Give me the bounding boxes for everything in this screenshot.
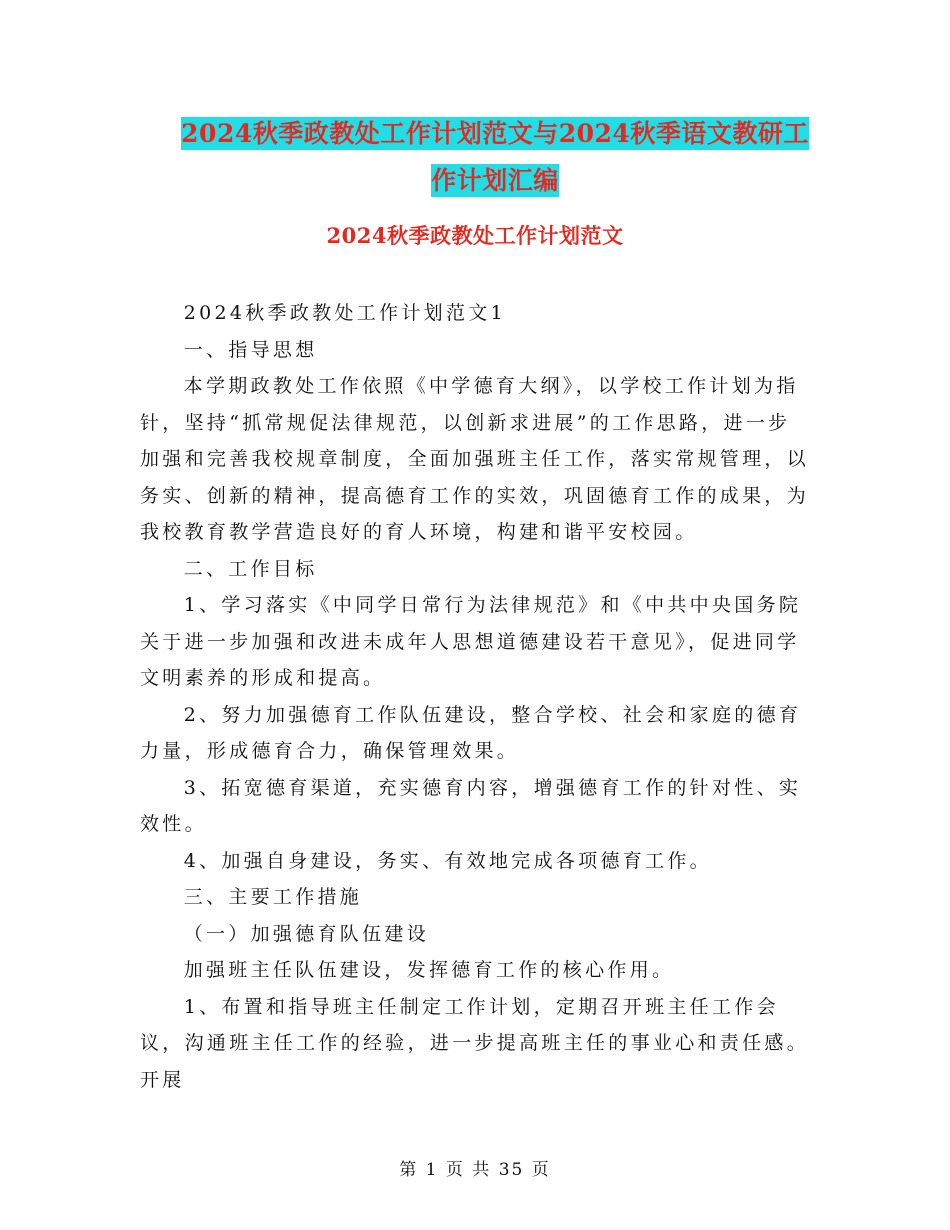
- paragraph: 2024秋季政教处工作计划范文1: [183, 302, 506, 324]
- paragraph: 一、指导思想: [183, 338, 318, 361]
- paragraph: 加强班主任队伍建设，发挥德育工作的核心作用。: [183, 959, 675, 981]
- paragraph: 二、工作目标: [183, 557, 318, 580]
- paragraph: 三、主要工作措施: [183, 886, 363, 908]
- document-title-line1: 2024秋季政教处工作计划范文与2024秋季语文教研工: [181, 119, 809, 148]
- paragraph: 2、努力加强德育工作队伍建设，整合学校、社会和家庭的德育力量，形成德育合力，确保管理效果。: [140, 703, 802, 762]
- document-body: [140, 295, 810, 1098]
- page-footer: 第 1 页 共 35 页: [399, 1160, 551, 1180]
- document-title: [150, 110, 840, 204]
- paragraph: 4、加强自身建设，务实、有效地完成各项德育工作。: [183, 849, 712, 872]
- section-title: 2024秋季政教处工作计划范文: [326, 223, 624, 248]
- paragraph: 1、学习落实《中同学日常行为法律规范》和《中共中央国务院关于进一步加强和改进未成年人思想道德建设若干意见》，促进同学文明素养的形成和提高。: [140, 594, 802, 689]
- paragraph: 3、拓宽德育渠道，充实德育内容，增强德育工作的针对性、实效性。: [140, 776, 802, 835]
- paragraph: 本学期政教处工作依照《中学德育大纲》，以学校工作计划为指针，坚持“抓常规促法律规范，以创新求进展”的工作思路，进一步加强和完善我校规章制度，全面加强班主任工作，落实常规管理，以务实、创新的精神，提高德育工作的实效，巩固德育工作的成果，为我校教育教学营造良好的育人环境，构建和谐平安校园。: [140, 375, 810, 543]
- paragraph: （一）加强德育队伍建设: [183, 922, 429, 945]
- document-title-line2: 作计划汇编: [431, 166, 559, 195]
- paragraph: 1、布置和指导班主任制定工作计划，定期召开班主任工作会议，沟通班主任工作的经验，进一步提高班主任的事业心和责任感。开展: [140, 995, 810, 1091]
